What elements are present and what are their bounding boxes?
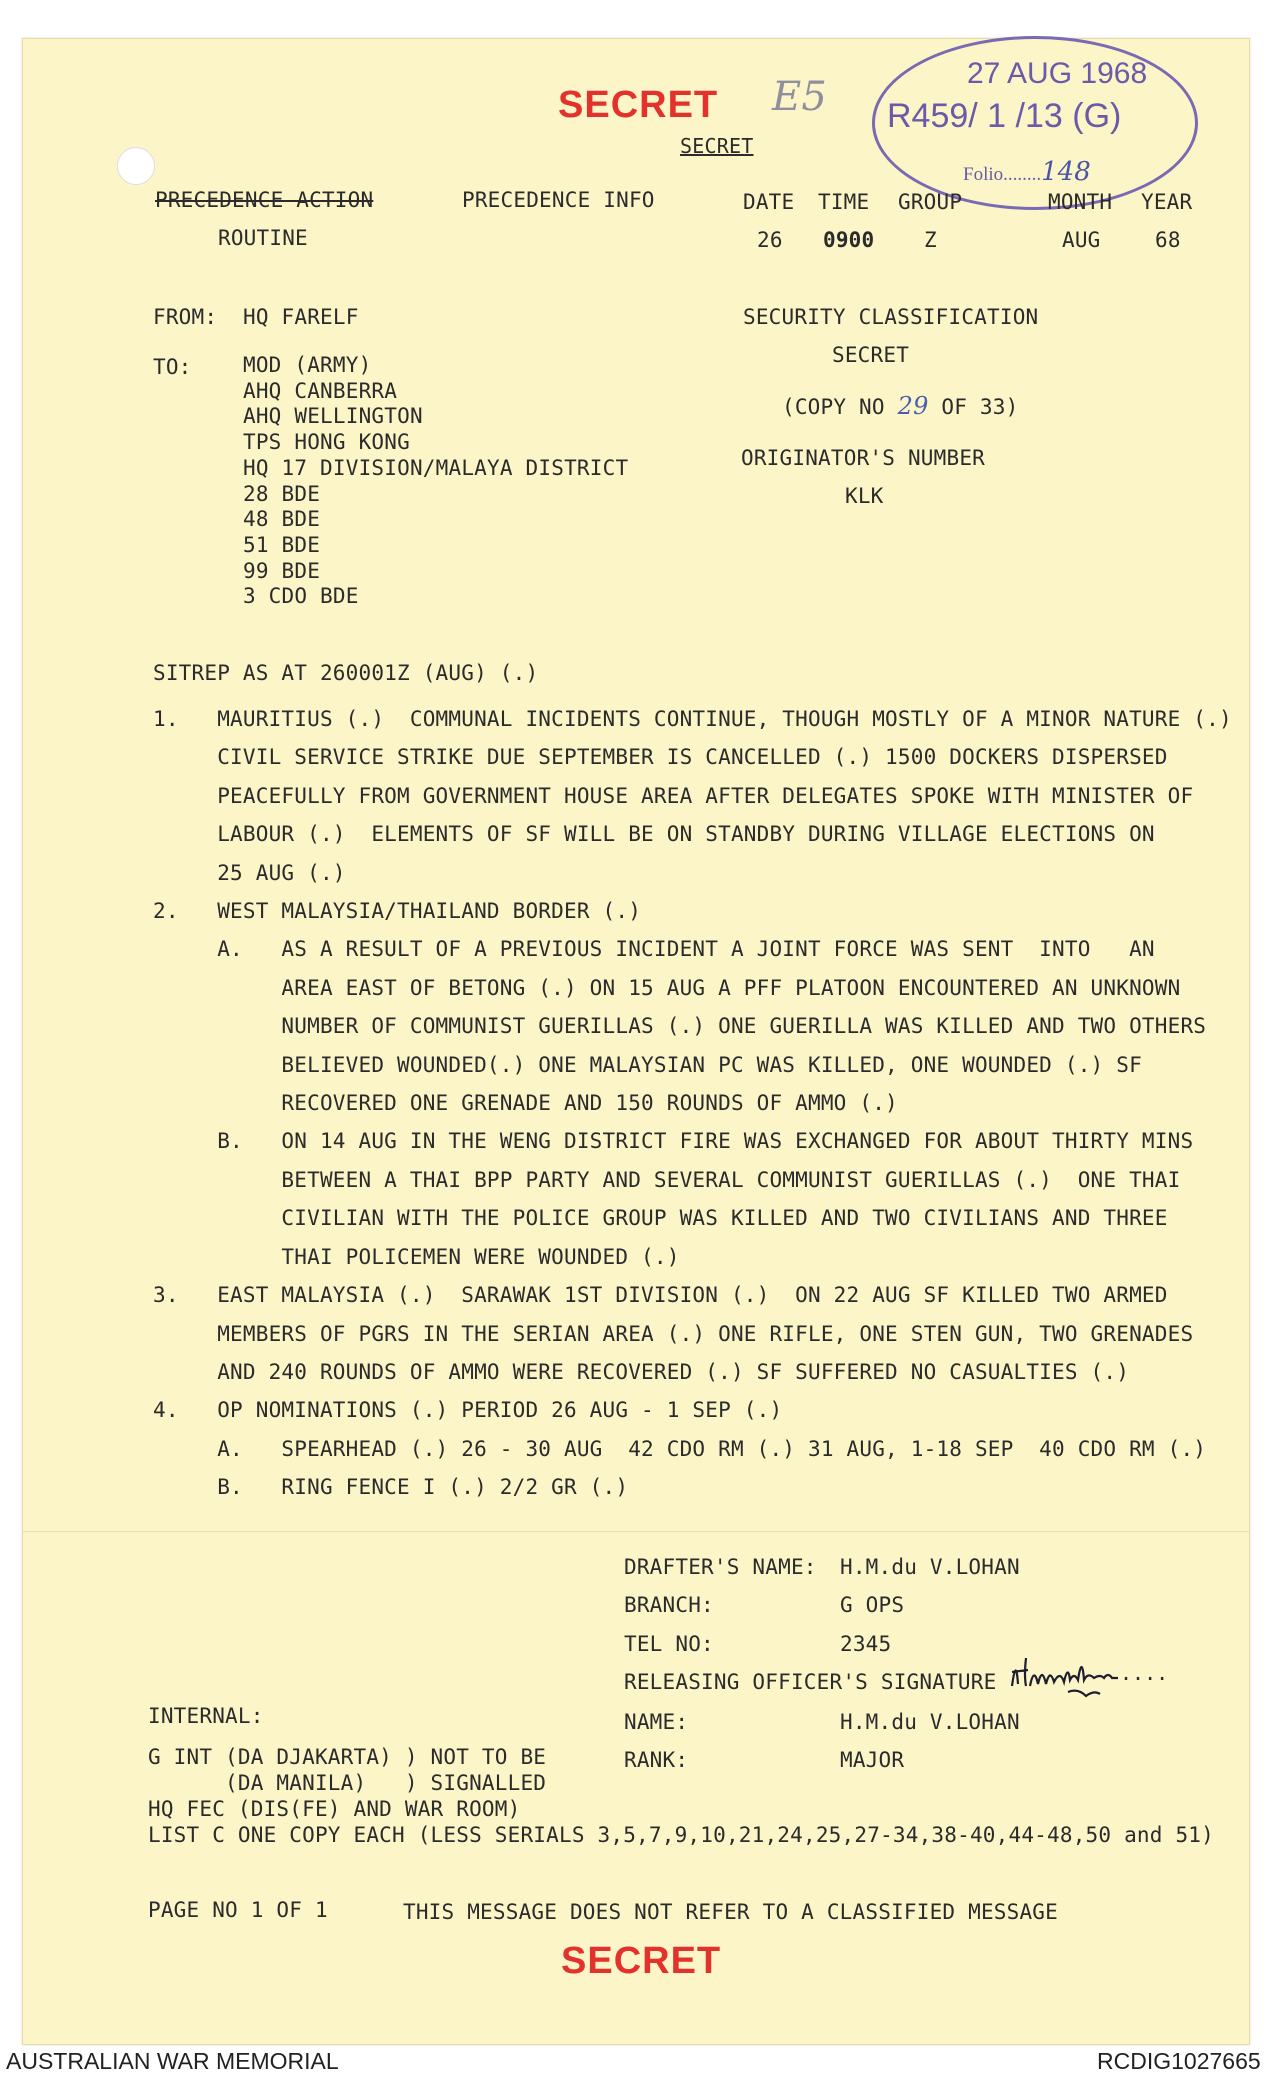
precedence-action-label: PRECEDENCE ACTION xyxy=(155,188,374,212)
date-value: 26 xyxy=(757,228,783,252)
classification-top: SECRET xyxy=(558,84,719,126)
body-line: AREA EAST OF BETONG (.) ON 15 AUG A PFF PLATOON ENCOUNTERED AN UNKNOWN xyxy=(153,975,1181,1000)
body-line: PEACEFULLY FROM GOVERNMENT HOUSE AREA AFTER DELEGATES SPOKE WITH MINISTER OF xyxy=(153,783,1194,808)
drafter-name-value: H.M.du V.LOHAN xyxy=(840,1555,1020,1579)
internal-list xyxy=(148,1744,1214,1848)
tel-value: 2345 xyxy=(840,1632,892,1656)
stamp-folio-label: Folio xyxy=(963,164,1004,185)
to-recipient: TPS HONG KONG xyxy=(243,430,410,455)
month-value: AUG xyxy=(1062,228,1101,252)
reference-note: THIS MESSAGE DOES NOT REFER TO A CLASSIFIED MESSAGE xyxy=(403,1900,1058,1924)
body-line: CIVILIAN WITH THE POLICE GROUP WAS KILLED AND TWO CIVILIANS AND THREE xyxy=(153,1206,1168,1231)
branch-label: BRANCH: xyxy=(624,1593,714,1617)
body-line: CIVIL SERVICE STRIKE DUE SEPTEMBER IS CANCELLED (.) 1500 DOCKERS DISPERSED xyxy=(153,745,1168,770)
releasing-name-value: H.M.du V.LOHAN xyxy=(840,1710,1020,1734)
to-list xyxy=(243,353,628,610)
drafter-name-label: DRAFTER'S NAME: xyxy=(624,1555,817,1579)
to-recipient: AHQ CANBERRA xyxy=(243,378,398,403)
fold-line xyxy=(22,1531,1250,1532)
sitrep-body xyxy=(153,700,1232,1507)
punch-hole xyxy=(117,147,155,185)
to-recipient: MOD (ARMY) xyxy=(243,353,372,377)
precedence-action-value: ROUTINE xyxy=(218,226,308,250)
body-line: 4. OP NOMINATIONS (.) PERIOD 26 AUG - 1 SEP (.) xyxy=(153,1398,783,1423)
internal-label: INTERNAL: xyxy=(148,1704,264,1728)
internal-line: (DA MANILA) ) SIGNALLED xyxy=(148,1771,547,1795)
internal-line: G INT (DA DJAKARTA) ) NOT TO BE xyxy=(148,1745,547,1769)
date-label: DATE xyxy=(743,190,795,214)
body-line: BELIEVED WOUNDED(.) ONE MALAYSIAN PC WAS KILLED, ONE WOUNDED (.) SF xyxy=(153,1052,1142,1077)
year-label: YEAR xyxy=(1141,190,1193,214)
releasing-signature-label: RELEASING OFFICER'S SIGNATURE xyxy=(624,1670,997,1694)
signature-image xyxy=(1008,1646,1213,1706)
precedence-info-label: PRECEDENCE INFO xyxy=(462,188,655,212)
body-line: 25 AUG (.) xyxy=(153,860,346,885)
security-label: SECURITY CLASSIFICATION xyxy=(743,305,1039,329)
to-label: TO: xyxy=(153,355,192,379)
page-number: PAGE NO 1 OF 1 xyxy=(148,1898,328,1922)
archive-label: AUSTRALIAN WAR MEMORIAL xyxy=(6,2048,339,2074)
body-line: LABOUR (.) ELEMENTS OF SF WILL BE ON STANDBY DURING VILLAGE ELECTIONS ON xyxy=(153,822,1155,847)
releasing-name-label: NAME: xyxy=(624,1710,689,1734)
originator-label: ORIGINATOR'S NUMBER xyxy=(741,446,986,470)
from-label: FROM: xyxy=(153,305,218,329)
to-recipient: AHQ WELLINGTON xyxy=(243,404,423,429)
body-line: B. RING FENCE I (.) 2/2 GR (.) xyxy=(153,1475,629,1500)
internal-line: HQ FEC (DIS(FE) AND WAR ROOM) xyxy=(148,1797,521,1821)
body-line: A. SPEARHEAD (.) 26 - 30 AUG 42 CDO RM (.) 31 AUG, 1-18 SEP 40 CDO RM (.) xyxy=(153,1436,1207,1461)
internal-line: LIST C ONE COPY EACH (LESS SERIALS 3,5,7,9,10,21,24,25,27-34,38-40,44-48,50 and 51) xyxy=(148,1823,1214,1847)
year-value: 68 xyxy=(1155,228,1181,252)
time-label: TIME xyxy=(818,190,870,214)
group-label: GROUP xyxy=(898,190,963,214)
stamp-date: 27 AUG 1968 xyxy=(967,57,1148,90)
originator-value: KLK xyxy=(845,484,884,508)
body-line: AND 240 ROUNDS OF AMMO WERE RECOVERED (.) SF SUFFERED NO CASUALTIES (.) xyxy=(153,1359,1130,1384)
security-value: SECRET xyxy=(832,343,910,367)
copy-prefix: (COPY NO xyxy=(782,395,885,419)
to-recipient: 3 CDO BDE xyxy=(243,584,359,609)
body-line: MEMBERS OF PGRS IN THE SERIAN AREA (.) ONE RIFLE, ONE STEN GUN, TWO GRENADES xyxy=(153,1321,1194,1346)
body-line: B. ON 14 AUG IN THE WENG DISTRICT FIRE WAS EXCHANGED FOR ABOUT THIRTY MINS xyxy=(153,1129,1194,1154)
group-value: Z xyxy=(924,228,937,252)
rank-label: RANK: xyxy=(624,1748,689,1772)
registry-stamp xyxy=(872,36,1198,210)
to-recipient: HQ 17 DIVISION/MALAYA DISTRICT xyxy=(243,455,629,480)
copy-number: 29 xyxy=(897,392,929,420)
svg-text:....: .... xyxy=(1120,1661,1169,1685)
rank-value: MAJOR xyxy=(840,1748,905,1772)
body-line: 1. MAURITIUS (.) COMMUNAL INCIDENTS CONTINUE, THOUGH MOSTLY OF A MINOR NATURE (.) xyxy=(153,707,1232,731)
to-recipient: 28 BDE xyxy=(243,481,321,506)
classification-top-small: SECRET xyxy=(680,134,754,158)
month-label: MONTH xyxy=(1048,190,1113,214)
stamp-folio: Folio........148 xyxy=(963,157,1091,187)
from-value: HQ FARELF xyxy=(243,305,359,329)
archive-id: RCDIG1027665 xyxy=(1097,2048,1261,2074)
sitrep-heading: SITREP AS AT 260001Z (AUG) (.) xyxy=(153,661,539,685)
copy-suffix: OF 33) xyxy=(941,395,1019,419)
body-line: RECOVERED ONE GRENADE AND 150 ROUNDS OF AMMO (.) xyxy=(153,1091,898,1116)
copy-number-line xyxy=(782,392,1018,420)
handwritten-mark: E5 xyxy=(772,74,828,120)
to-recipient: 48 BDE xyxy=(243,507,321,532)
tel-label: TEL NO: xyxy=(624,1632,714,1656)
body-line: BETWEEN A THAI BPP PARTY AND SEVERAL COMMUNIST GUERILLAS (.) ONE THAI xyxy=(153,1167,1181,1192)
classification-bottom: SECRET xyxy=(561,1940,722,1982)
stamp-reference: R459/ 1 /13 (G) xyxy=(887,97,1122,135)
body-line: NUMBER OF COMMUNIST GUERILLAS (.) ONE GUERILLA WAS KILLED AND TWO OTHERS xyxy=(153,1014,1207,1039)
time-value: 0900 xyxy=(823,228,875,252)
to-recipient: 51 BDE xyxy=(243,532,321,557)
body-line: A. AS A RESULT OF A PREVIOUS INCIDENT A JOINT FORCE WAS SENT INTO AN xyxy=(153,937,1155,962)
to-recipient: 99 BDE xyxy=(243,558,321,583)
stamp-folio-number: 148 xyxy=(1041,157,1091,187)
branch-value: G OPS xyxy=(840,1593,905,1617)
body-line: THAI POLICEMEN WERE WOUNDED (.) xyxy=(153,1244,680,1269)
body-line: 2. WEST MALAYSIA/THAILAND BORDER (.) xyxy=(153,899,642,924)
body-line: 3. EAST MALAYSIA (.) SARAWAK 1ST DIVISION (.) ON 22 AUG SF KILLED TWO ARMED xyxy=(153,1283,1168,1308)
